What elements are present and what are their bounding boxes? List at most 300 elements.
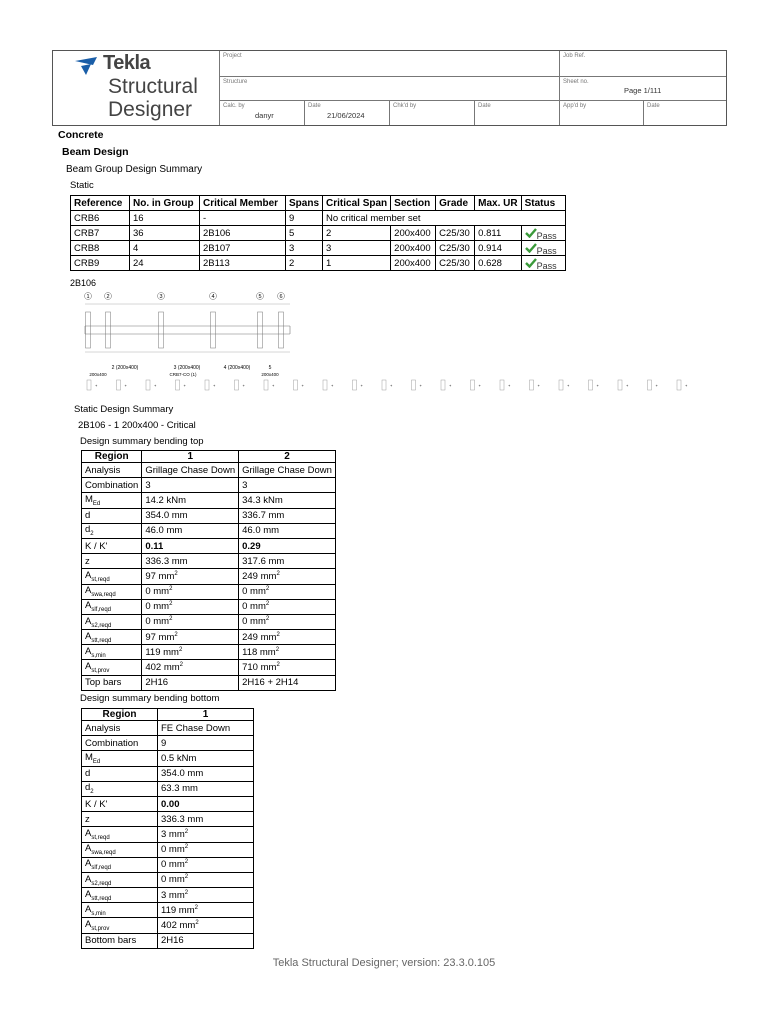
- cell-grade: C25/30: [436, 256, 475, 271]
- section-glyph-text: +: [478, 383, 481, 388]
- date3-cell: [643, 100, 726, 125]
- calc-by-label: Calc. by: [223, 103, 245, 109]
- section-glyph-text: +: [183, 383, 186, 388]
- table-row: [82, 903, 254, 918]
- row-label: [82, 766, 158, 781]
- row-label-subscript: s,min: [91, 652, 106, 659]
- row-label-text: A: [85, 843, 92, 855]
- member-label: 2B106: [70, 278, 97, 288]
- row-value: [142, 493, 239, 508]
- row-label: [82, 493, 142, 508]
- cell-grade: C25/30: [436, 241, 475, 256]
- appd-by-cell: [559, 100, 643, 125]
- row-label-text: A: [85, 873, 92, 885]
- check-icon: [525, 258, 537, 268]
- row-value: [142, 463, 239, 478]
- row-label-text: d: [85, 524, 91, 536]
- row-label-subscript: st,reqd: [91, 834, 110, 841]
- row-value-text: 119 mm: [161, 904, 195, 916]
- table-row: [71, 256, 566, 271]
- row-value-text: 34.3 kNm: [242, 494, 283, 506]
- table-row: [82, 918, 254, 933]
- grid-marker: [278, 293, 285, 301]
- row-value: [142, 569, 239, 584]
- row-label-text: z: [85, 813, 90, 825]
- table-row: [71, 211, 566, 226]
- section-glyph-text: +: [449, 383, 452, 388]
- section-glyph-text: +: [272, 383, 275, 388]
- col-region: Region: [82, 451, 142, 463]
- page-number: Page 1/111: [624, 86, 662, 95]
- row-label: [82, 614, 142, 629]
- row-label-subscript: st,prov: [91, 667, 110, 674]
- logo-word-designer: Designer: [108, 98, 193, 121]
- beam-group-table: [70, 195, 566, 271]
- table-row: [82, 721, 254, 736]
- table-row: [82, 554, 336, 569]
- row-label-subscript: Ed: [92, 758, 101, 765]
- span-label: 5: [268, 365, 272, 371]
- row-label-text: A: [85, 600, 92, 612]
- row-label: [82, 523, 142, 538]
- section-glyph: [677, 380, 681, 390]
- row-label: [82, 554, 142, 569]
- row-value: [158, 721, 254, 736]
- row-label-subscript: slf,reqd: [91, 865, 112, 872]
- superscript-2: 2: [265, 616, 270, 623]
- table-row: [82, 630, 336, 645]
- row-label: [82, 599, 142, 614]
- check-icon: [525, 243, 537, 253]
- row-label-subscript: Ed: [92, 500, 101, 507]
- row-label: [82, 645, 142, 660]
- row-label: [82, 888, 158, 903]
- row-label: [82, 796, 158, 811]
- section-glyph-text: +: [154, 383, 157, 388]
- table-row: [71, 241, 566, 256]
- section-glyph: [589, 380, 593, 390]
- row-label-text: A: [85, 919, 92, 931]
- grid-marker: [158, 293, 165, 301]
- span-sub-label: 200x400: [89, 372, 107, 377]
- cell-critical-span: 2: [323, 226, 391, 241]
- row-label: [82, 736, 158, 751]
- project-cell: [219, 51, 559, 76]
- superscript-2: 2: [184, 889, 189, 896]
- heading-bending-bottom: Design summary bending bottom: [80, 693, 220, 704]
- row-value: [239, 538, 336, 553]
- cell-member: 2B106: [200, 226, 286, 241]
- status-pass: Pass: [536, 245, 557, 256]
- column-outline: [279, 312, 284, 348]
- grid-label: 6: [279, 294, 283, 300]
- section-glyph-text: +: [390, 383, 393, 388]
- row-label-text: A: [85, 615, 92, 627]
- row-value: [142, 645, 239, 660]
- row-value: [142, 478, 239, 493]
- row-value: [142, 584, 239, 599]
- section-glyph: [471, 380, 475, 390]
- row-label-subscript: stt,reqd: [91, 637, 112, 644]
- row-value: [158, 796, 254, 811]
- column-outline: [258, 312, 263, 348]
- table-row: [82, 766, 254, 781]
- row-value: [142, 675, 239, 690]
- heading-static-design-summary: Static Design Summary: [74, 404, 174, 415]
- row-label-text: Bottom bars: [85, 935, 137, 947]
- row-value-text: 3 mm: [161, 828, 185, 840]
- row-value-text: 3 mm: [161, 889, 185, 901]
- table-row: [82, 736, 254, 751]
- cell-reference: CRB8: [71, 241, 130, 256]
- row-value: [239, 508, 336, 523]
- calc-by-cell: [219, 100, 304, 125]
- column-outline: [86, 312, 91, 348]
- row-label-text: Top bars: [85, 677, 122, 689]
- row-value: [158, 781, 254, 796]
- row-value: [158, 751, 254, 766]
- heading-static: Static: [70, 180, 94, 191]
- row-label: [82, 538, 142, 553]
- heading-bending-top: Design summary bending top: [80, 436, 204, 447]
- row-label: [82, 827, 158, 842]
- row-value: [239, 523, 336, 538]
- row-label: [82, 463, 142, 478]
- section-glyph: [87, 380, 91, 390]
- table-row: [82, 812, 254, 827]
- section-glyph-text: +: [95, 383, 98, 388]
- row-value-text: 354.0 mm: [161, 768, 204, 780]
- row-label: [82, 675, 142, 690]
- col-spans: Spans: [286, 196, 323, 211]
- table-row: [82, 888, 254, 903]
- row-value-text: 336.7 mm: [242, 510, 285, 522]
- section-glyph-row: [87, 380, 688, 390]
- col-section: Section: [391, 196, 436, 211]
- date2-cell: [474, 100, 559, 125]
- section-glyph-text: +: [360, 383, 363, 388]
- row-value: [239, 569, 336, 584]
- appd-by-label: App'd by: [563, 103, 587, 109]
- column-outline: [106, 312, 111, 348]
- logo-word-tekla: Tekla: [103, 52, 151, 74]
- section-glyph: [205, 380, 209, 390]
- section-glyph-text: +: [626, 383, 629, 388]
- row-value: [239, 614, 336, 629]
- superscript-2: 2: [194, 904, 198, 911]
- superscript-2: 2: [184, 828, 189, 835]
- col-region: Region: [82, 709, 158, 721]
- row-value-text: 0.29: [242, 540, 261, 552]
- row-value-text: 0 mm: [161, 844, 185, 856]
- table-header-row: [71, 196, 566, 211]
- row-value-text: Grillage Chase Down: [145, 464, 236, 476]
- row-label-text: A: [85, 888, 92, 900]
- row-value-text: 0 mm: [242, 601, 266, 613]
- section-glyph: [176, 380, 180, 390]
- section-glyph-text: +: [567, 383, 570, 388]
- row-label: [82, 569, 142, 584]
- row-label-text: z: [85, 555, 90, 567]
- section-glyph-text: +: [655, 383, 658, 388]
- row-value: [239, 599, 336, 614]
- row-value-text: 317.6 mm: [242, 555, 285, 567]
- row-label-text: A: [85, 585, 92, 597]
- row-label: [82, 508, 142, 523]
- table-row: [82, 660, 336, 675]
- cell-grade: C25/30: [436, 226, 475, 241]
- row-value: [239, 493, 336, 508]
- heading-group-summary: Beam Group Design Summary: [66, 164, 203, 175]
- row-value: [142, 538, 239, 553]
- row-label: [82, 933, 158, 948]
- row-value-text: 46.0 mm: [145, 525, 183, 537]
- row-value-text: 0.00: [161, 798, 180, 810]
- row-value-text: 0 mm: [242, 586, 266, 598]
- row-label: [82, 660, 142, 675]
- row-value-text: 402 mm: [161, 920, 196, 932]
- sheet-no-label: Sheet no.: [563, 79, 589, 85]
- row-label-subscript: 2: [90, 789, 94, 796]
- col-critical-member: Critical Member: [200, 196, 286, 211]
- row-value: [158, 766, 254, 781]
- row-value: [158, 903, 254, 918]
- row-label-text: M: [85, 752, 93, 764]
- heading-critical-span: 2B106 - 1 200x400 - Critical: [78, 420, 196, 431]
- heading-concrete: Concrete: [58, 129, 104, 141]
- footer-version: Tekla Structural Designer; version: 23.3.0.105: [272, 957, 496, 969]
- cell-status: [521, 256, 565, 271]
- col-grade: Grade: [436, 196, 475, 211]
- row-value-text: 14.2 kNm: [145, 494, 186, 506]
- row-label-text: Analysis: [85, 722, 121, 734]
- row-label-subscript: swa,reqd: [91, 850, 116, 857]
- cell-critical-span: 3: [323, 241, 391, 256]
- superscript-2: 2: [169, 601, 173, 608]
- cell-status: [521, 241, 565, 256]
- cell-max-ur: 0.811: [475, 226, 521, 241]
- structure-cell: [219, 76, 559, 100]
- superscript-2: 2: [276, 631, 280, 638]
- row-value-text: 336.3 mm: [161, 813, 204, 825]
- grid-marker: [105, 293, 112, 301]
- row-value-text: 9: [161, 737, 167, 749]
- table-header-row: [82, 451, 336, 463]
- row-value-text: 97 mm: [145, 570, 175, 582]
- table-row: [82, 508, 336, 523]
- section-glyph: [618, 380, 622, 390]
- table-row: [71, 226, 566, 241]
- superscript-2: 2: [184, 874, 189, 881]
- span-sub-label: CRB7-CO (1): [169, 372, 197, 377]
- table-row: [82, 645, 336, 660]
- project-label: Project: [223, 53, 242, 59]
- table-row: [82, 781, 254, 796]
- table-row: [82, 614, 336, 629]
- span-sub-label: 200x400: [261, 372, 279, 377]
- row-label: [82, 812, 158, 827]
- row-value: [158, 933, 254, 948]
- date-value: 21/06/2024: [327, 111, 365, 120]
- superscript-2: 2: [174, 631, 178, 638]
- row-label: [82, 857, 158, 872]
- section-glyph: [648, 380, 652, 390]
- cell-reference: CRB6: [71, 211, 130, 226]
- row-value-text: 46.0 mm: [242, 525, 280, 537]
- cell-num: 4: [130, 241, 200, 256]
- table-row: [82, 569, 336, 584]
- row-label-subscript: st,prov: [91, 925, 110, 932]
- grid-label: 5: [258, 294, 262, 300]
- section-glyph-text: +: [124, 383, 127, 388]
- superscript-2: 2: [184, 844, 189, 851]
- row-value-text: 0 mm: [161, 874, 185, 886]
- date-cell: [304, 100, 389, 125]
- row-label-text: K / K': [85, 798, 108, 810]
- section-glyph-text: +: [419, 383, 422, 388]
- superscript-2: 2: [174, 570, 178, 577]
- cell-max-ur: 0.914: [475, 241, 521, 256]
- row-label: [82, 751, 158, 766]
- row-label-text: M: [85, 494, 93, 506]
- row-value-text: 2H16 + 2H14: [242, 677, 299, 689]
- row-label-subscript: s2,reqd: [91, 880, 112, 887]
- row-value: [158, 872, 254, 887]
- row-value: [158, 918, 254, 933]
- row-value-text: 0 mm: [161, 859, 185, 871]
- row-label-text: A: [85, 661, 92, 673]
- section-glyph: [441, 380, 445, 390]
- grid-marker: [257, 293, 264, 301]
- superscript-2: 2: [169, 616, 173, 623]
- beam-elevation-drawing: [65, 290, 705, 404]
- row-label: [82, 872, 158, 887]
- row-value-text: 710 mm: [242, 662, 277, 674]
- cell-num: 16: [130, 211, 200, 226]
- row-label-subscript: stt,reqd: [91, 895, 112, 902]
- row-label-text: A: [85, 858, 92, 870]
- sheet-no-cell: [559, 76, 726, 100]
- table-header-row: [82, 709, 254, 721]
- grid-label: 3: [159, 294, 163, 300]
- row-label: [82, 781, 158, 796]
- row-value-text: 119 mm: [145, 646, 179, 658]
- table-row: [82, 523, 336, 538]
- row-label-text: Combination: [85, 479, 139, 491]
- bending-top-table: [81, 450, 336, 691]
- row-label-text: A: [85, 645, 92, 657]
- table-row: [82, 584, 336, 599]
- section-glyph-text: +: [685, 383, 688, 388]
- section-glyph: [559, 380, 563, 390]
- status-pass: Pass: [536, 260, 557, 271]
- table-row: [82, 933, 254, 948]
- col-region-1: 1: [142, 451, 239, 463]
- superscript-2: 2: [276, 661, 280, 668]
- row-label: [82, 478, 142, 493]
- superscript-2: 2: [265, 601, 270, 608]
- superscript-2: 2: [276, 570, 280, 577]
- cell-reference: CRB9: [71, 256, 130, 271]
- section-glyph-text: +: [213, 383, 216, 388]
- row-value: [239, 478, 336, 493]
- table-row: [82, 796, 254, 811]
- table-row: [82, 751, 254, 766]
- row-value: [239, 584, 336, 599]
- chkd-by-label: Chk'd by: [393, 103, 417, 109]
- grid-marker: [210, 293, 217, 301]
- row-value-text: 0 mm: [145, 616, 170, 628]
- row-label-subscript: 2: [90, 531, 94, 538]
- row-label-subscript: swa,reqd: [91, 592, 116, 599]
- span-label: 3 (200x400): [173, 365, 201, 371]
- row-label-text: d: [85, 782, 91, 794]
- row-label: [82, 918, 158, 933]
- table-row: [82, 478, 336, 493]
- section-glyph-text: +: [508, 383, 511, 388]
- col-region-2: 2: [239, 451, 336, 463]
- logo-word-structural: Structural: [108, 75, 198, 98]
- cell-status: [521, 226, 565, 241]
- table-row: [82, 842, 254, 857]
- section-glyph-text: +: [301, 383, 304, 388]
- section-glyph: [294, 380, 298, 390]
- job-ref-cell: [559, 51, 726, 76]
- row-label-subscript: slf,reqd: [91, 607, 112, 614]
- row-label-text: A: [85, 827, 92, 839]
- superscript-2: 2: [169, 586, 173, 593]
- row-value: [142, 523, 239, 538]
- row-label: [82, 721, 158, 736]
- row-value-text: 3: [145, 479, 151, 491]
- row-value-text: 0 mm: [145, 601, 170, 613]
- cell-section: 200x400: [391, 241, 436, 256]
- row-label-text: d: [85, 510, 91, 522]
- row-value: [239, 645, 336, 660]
- row-label: [82, 842, 158, 857]
- superscript-2: 2: [178, 646, 183, 653]
- row-label-text: A: [85, 903, 92, 915]
- row-value: [158, 812, 254, 827]
- cell-max-ur: 0.628: [475, 256, 521, 271]
- section-glyph-text: +: [242, 383, 245, 388]
- chkd-by-cell: [389, 100, 474, 125]
- cell-member: -: [200, 211, 286, 226]
- row-value: [142, 660, 239, 675]
- date3-label: Date: [647, 103, 660, 109]
- section-glyph: [264, 380, 268, 390]
- col-no-in-group: No. in Group: [130, 196, 200, 211]
- section-glyph: [530, 380, 534, 390]
- row-value: [142, 599, 239, 614]
- row-label: [82, 584, 142, 599]
- superscript-2: 2: [179, 661, 184, 668]
- section-glyph-text: +: [596, 383, 599, 388]
- cell-span-note: No critical member set: [323, 211, 566, 226]
- date-label: Date: [308, 103, 321, 109]
- table-row: [82, 493, 336, 508]
- row-value: [239, 675, 336, 690]
- row-label: [82, 630, 142, 645]
- section-glyph: [235, 380, 239, 390]
- table-row: [82, 599, 336, 614]
- superscript-2: 2: [265, 586, 270, 593]
- row-value-text: FE Chase Down: [161, 722, 231, 734]
- row-value-text: 118 mm: [242, 646, 276, 658]
- status-pass: Pass: [536, 230, 557, 241]
- section-glyph: [382, 380, 386, 390]
- row-value-text: 354.0 mm: [145, 510, 188, 522]
